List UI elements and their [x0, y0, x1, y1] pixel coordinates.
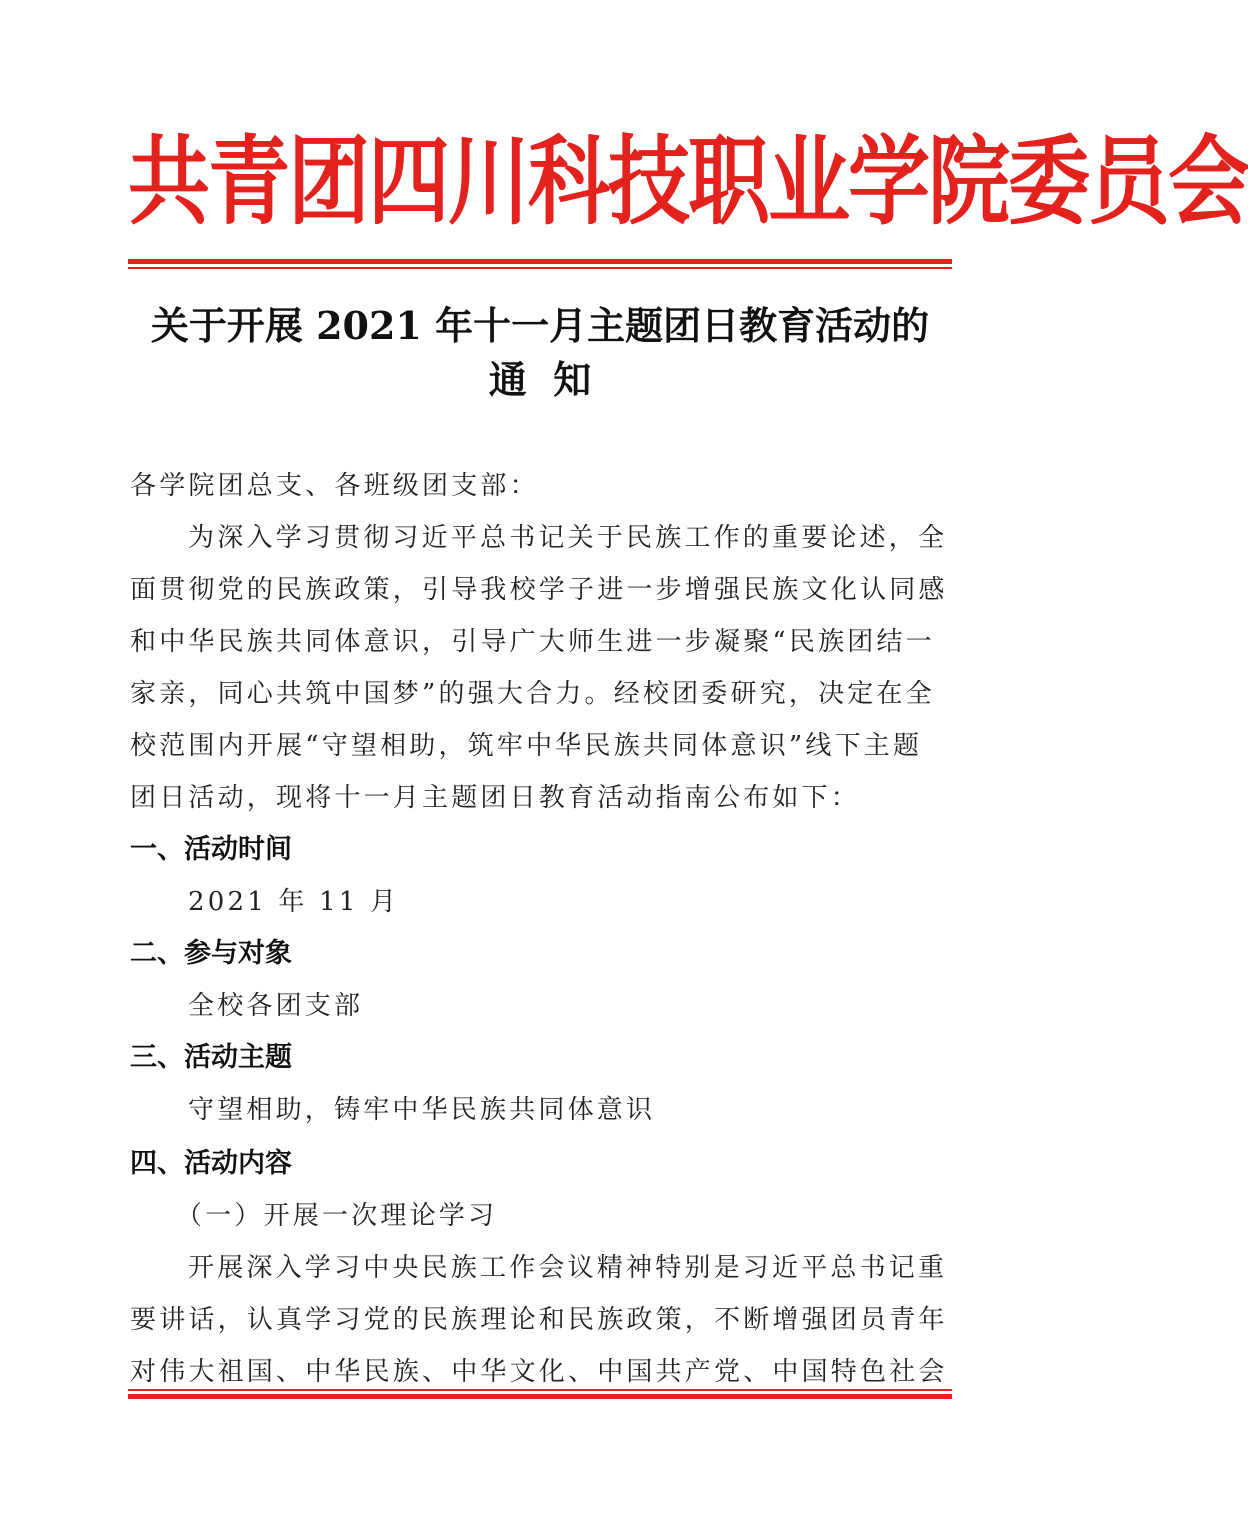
document-title-line2: 通 知: [488, 357, 592, 402]
subsection-heading-theory-study: （一）开展一次理论学习: [176, 1201, 498, 1231]
intro-line: 校范围内开展“守望相助，筑牢中华民族共同体意识”线下主题: [130, 731, 923, 761]
section-content-participants: 全校各团支部: [188, 991, 364, 1021]
organization-header: 共青团四川科技职业学院委员会: [128, 126, 1248, 239]
header-rule-thick: [128, 259, 952, 264]
intro-line: 家亲，同心共筑中国梦”的强大合力。经校团委研究，决定在全: [130, 679, 935, 709]
section-heading-time: 一、活动时间: [130, 834, 292, 865]
section4-body-line: 对伟大祖国、中华民族、中华文化、中国共产党、中国特色社会: [130, 1357, 948, 1387]
footer-rule-thick: [128, 1394, 952, 1399]
section-heading-theme: 三、活动主题: [130, 1042, 292, 1073]
salutation: 各学院团总支、各班级团支部：: [130, 471, 539, 501]
section-content-theme: 守望相助，铸牢中华民族共同体意识: [188, 1095, 656, 1125]
header-rule-thin: [128, 267, 952, 269]
document-title-line1: 关于开展 2021 年十一月主题团日教育活动的: [150, 303, 930, 348]
intro-line: 为深入学习贯彻习近平总书记关于民族工作的重要论述，全: [188, 523, 948, 553]
section-heading-participants: 二、参与对象: [130, 938, 292, 969]
section-content-time: 2021 年 11 月: [188, 887, 400, 917]
section-heading-content: 四、活动内容: [130, 1148, 292, 1179]
section4-body-line: 要讲话，认真学习党的民族理论和民族政策，不断增强团员青年: [130, 1305, 948, 1335]
section4-body-line: 开展深入学习中央民族工作会议精神特别是习近平总书记重: [188, 1253, 948, 1283]
intro-line: 面贯彻党的民族政策，引导我校学子进一步增强民族文化认同感: [130, 575, 948, 605]
intro-line: 和中华民族共同体意识，引导广大师生进一步凝聚“民族团结一: [130, 627, 935, 657]
footer-rule-thin: [128, 1389, 952, 1391]
intro-line: 团日活动，现将十一月主题团日教育活动指南公布如下：: [130, 783, 861, 813]
